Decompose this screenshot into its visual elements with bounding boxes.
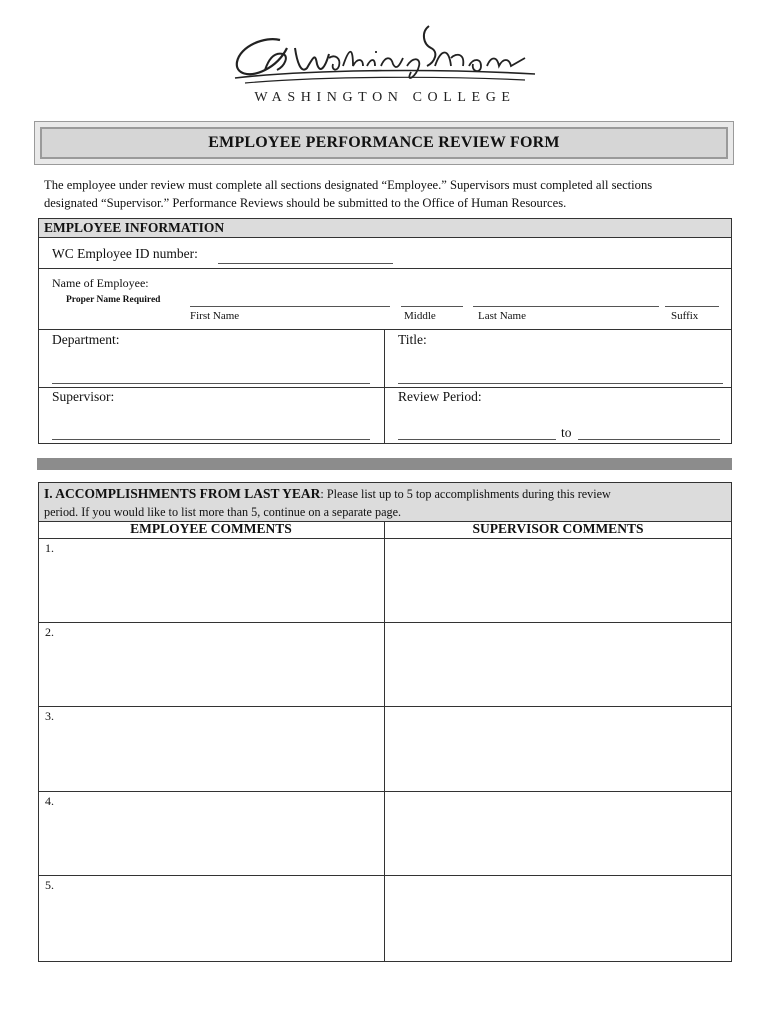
first-name-caption: First Name	[190, 310, 240, 322]
employee-comment-4[interactable]	[40, 792, 383, 875]
name-label: Name of Employee:	[52, 276, 149, 290]
review-period-label: Review Period:	[398, 389, 482, 404]
review-period-start-field[interactable]	[398, 439, 556, 440]
section-separator-bar	[37, 458, 732, 470]
first-name-field[interactable]	[190, 306, 390, 307]
intro-line-2: designated “Supervisor.” Performance Reviews should be submitted to the Office of Human Resources.	[44, 196, 567, 210]
review-period-to: to	[561, 425, 572, 440]
employee-comment-5[interactable]	[40, 876, 383, 960]
row-number-2: 2.	[45, 625, 54, 639]
divider	[38, 329, 732, 330]
row-number-3: 3.	[45, 709, 54, 723]
supervisor-comments-header: SUPERVISOR COMMENTS	[472, 521, 644, 536]
college-name: WASHINGTON COLLEGE	[254, 90, 516, 105]
middle-name-field[interactable]	[401, 306, 463, 307]
form-title: EMPLOYEE PERFORMANCE REVIEW FORM	[40, 127, 728, 159]
accomplishments-instructions-2: period. If you would like to list more than 5, continue on a separate page.	[44, 505, 402, 519]
employee-comment-1[interactable]	[40, 539, 383, 622]
row-number-5: 5.	[45, 878, 54, 892]
name-note: Proper Name Required	[66, 295, 161, 305]
title-field[interactable]	[398, 383, 723, 384]
employee-comment-2[interactable]	[40, 623, 383, 706]
suffix-caption: Suffix	[671, 310, 699, 322]
employee-comment-3[interactable]	[40, 707, 383, 791]
divider	[38, 387, 732, 388]
supervisor-comment-4[interactable]	[386, 792, 730, 875]
last-name-caption: Last Name	[478, 310, 526, 322]
department-label: Department:	[52, 332, 120, 347]
employee-id-label: WC Employee ID number:	[52, 246, 198, 261]
accomplishments-instructions: : Please list up to 5 top accomplishments during this review	[320, 487, 611, 501]
form-title-box	[34, 121, 734, 165]
divider	[38, 268, 732, 269]
divider	[384, 521, 385, 962]
last-name-field[interactable]	[473, 306, 659, 307]
row-number-1: 1.	[45, 541, 54, 555]
intro-line-1: The employee under review must complete all sections designated “Employee.” Supervisors must completed all sections	[44, 178, 653, 192]
row-number-4: 4.	[45, 794, 54, 808]
middle-caption: Middle	[404, 310, 436, 322]
accomplishments-heading: I. ACCOMPLISHMENTS FROM LAST YEAR	[44, 486, 321, 501]
department-field[interactable]	[52, 383, 370, 384]
supervisor-comment-2[interactable]	[386, 623, 730, 706]
employee-id-field[interactable]	[218, 263, 393, 264]
title-label: Title:	[398, 332, 427, 347]
signature-logo-icon	[225, 18, 545, 98]
supervisor-comment-3[interactable]	[386, 707, 730, 791]
accomplishments-heading-block	[44, 485, 730, 521]
review-period-end-field[interactable]	[578, 439, 720, 440]
supervisor-field[interactable]	[52, 439, 370, 440]
suffix-field[interactable]	[665, 306, 719, 307]
supervisor-label: Supervisor:	[52, 389, 115, 404]
employee-info-heading: EMPLOYEE INFORMATION	[44, 220, 225, 235]
form-intro	[44, 176, 734, 212]
employee-comments-header: EMPLOYEE COMMENTS	[130, 521, 292, 536]
supervisor-comment-1[interactable]	[386, 539, 730, 622]
divider	[38, 237, 732, 238]
supervisor-comment-5[interactable]	[386, 876, 730, 960]
